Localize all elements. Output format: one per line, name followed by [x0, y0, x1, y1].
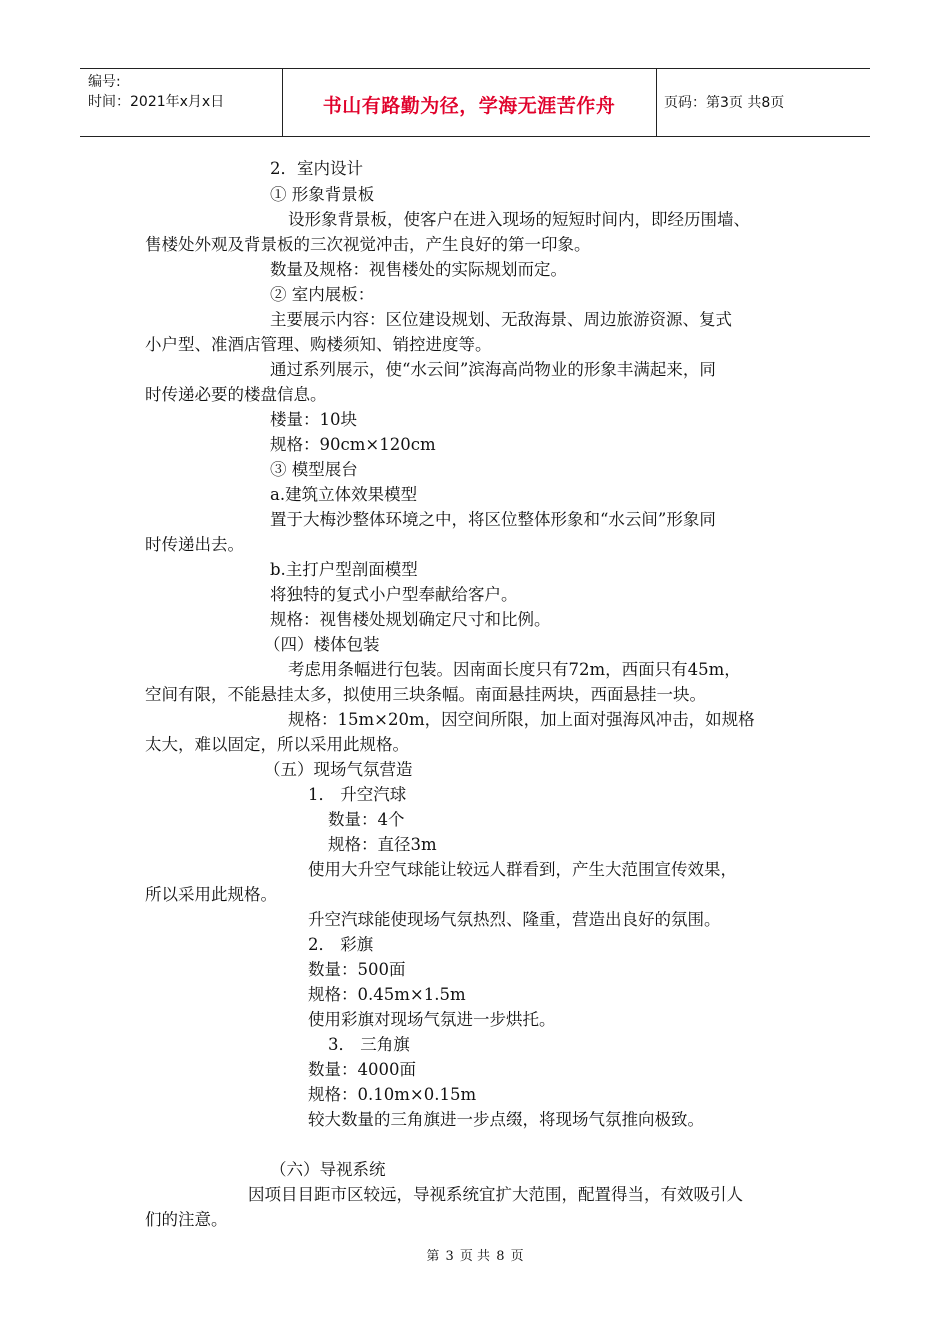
paragraph-line: 较大数量的三角旗进一步点缀，将现场气氛推向极致。 — [308, 1110, 704, 1129]
subsection-heading: ③ 模型展台 — [270, 460, 358, 479]
paragraph-line: 太大，难以固定，所以采用此规格。 — [145, 735, 409, 754]
paragraph-line: 因项目目距市区较远，导视系统宜扩大范围，配置得当，有效吸引人 — [248, 1185, 743, 1204]
paragraph-line: 规格：15m×20m，因空间所限，加上面对强海风冲击，如规格 — [288, 710, 755, 729]
paragraph-line: 所以采用此规格。 — [145, 885, 277, 904]
paragraph-line: 数量及规格：视售楼处的实际规划而定。 — [270, 260, 567, 279]
page-footer — [0, 1245, 950, 1264]
section-heading: （六）导视系统 — [270, 1160, 386, 1179]
header-page-label: 页码：第3页 共8页 — [664, 95, 785, 111]
section-heading: （四）楼体包装 — [264, 635, 380, 654]
paragraph-line: 使用大升空气球能让较远人群看到，产生大范围宣传效果， — [308, 860, 737, 879]
header-top-rule — [80, 68, 870, 69]
paragraph-line: 售楼处外观及背景板的三次视觉冲击，产生良好的第一印象。 — [145, 235, 591, 254]
paragraph-line: 使用彩旗对现场气氛进一步烘托。 — [308, 1010, 556, 1029]
paragraph-line: 设形象背景板，使客户在进入现场的短短时间内，即经历围墙、 — [288, 210, 750, 229]
paragraph-line: 规格：视售楼处规划确定尺寸和比例。 — [270, 610, 551, 629]
paragraph-line: 数量：500面 — [308, 960, 406, 979]
paragraph-line: 数量：4000面 — [308, 1060, 416, 1079]
subsection-heading: ② 室内展板： — [270, 285, 375, 304]
section-heading: 2．室内设计 — [270, 159, 363, 178]
paragraph-line: 将独特的复式小户型奉献给客户。 — [270, 585, 518, 604]
footer-prefix: 第 — [426, 1249, 440, 1264]
paragraph-line: b.主打户型剖面模型 — [270, 560, 418, 579]
footer-total-pages: 8 — [496, 1249, 505, 1264]
paragraph-line: 通过系列展示，使“水云间”滨海高尚物业的形象丰满起来，同 — [270, 360, 716, 379]
list-item-heading: 2． 彩旗 — [308, 935, 374, 954]
paragraph-line: 时传递出去。 — [145, 535, 244, 554]
paragraph-line: 规格：0.45m×1.5m — [308, 985, 466, 1004]
footer-suffix: 页 — [510, 1249, 524, 1264]
footer-middle: 页 共 — [459, 1249, 491, 1264]
list-item-heading: 1． 升空汽球 — [308, 785, 407, 804]
header-meta — [88, 72, 224, 112]
list-item-heading: 3． 三角旗 — [328, 1035, 410, 1054]
paragraph-line: 小户型、准酒店管理、购楼须知、销控进度等。 — [145, 335, 492, 354]
footer-current-page: 3 — [445, 1249, 454, 1264]
paragraph-line: 主要展示内容：区位建设规划、无敌海景、周边旅游资源、复式 — [270, 310, 732, 329]
header-divider-right — [656, 68, 657, 136]
section-heading: （五）现场气氛营造 — [264, 760, 413, 779]
paragraph-line: 空间有限，不能悬挂太多，拟使用三块条幅。南面悬挂两块，西面悬挂一块。 — [145, 685, 706, 704]
paragraph-line: a.建筑立体效果模型 — [270, 485, 418, 504]
paragraph-line: 规格：90cm×120cm — [270, 435, 436, 454]
paragraph-line: 楼量：10块 — [270, 410, 357, 429]
header-bottom-rule — [80, 136, 870, 137]
paragraph-line: 升空汽球能使现场气氛热烈、隆重，营造出良好的氛围。 — [308, 910, 721, 929]
paragraph-line: 考虑用条幅进行包装。因南面长度只有72m，西面只有45m， — [288, 660, 741, 679]
paragraph-line: 数量：4个 — [328, 810, 405, 829]
paragraph-line: 时传递必要的楼盘信息。 — [145, 385, 327, 404]
header-motto: 书山有路勤为径，学海无涯苦作舟 — [322, 95, 616, 117]
paragraph-line: 规格：直径3m — [328, 835, 437, 854]
paragraph-line: 们的注意。 — [145, 1210, 228, 1229]
document-number-label: 编号: — [88, 74, 121, 90]
paragraph-line: 规格：0.10m×0.15m — [308, 1085, 477, 1104]
subsection-heading: ① 形象背景板 — [270, 185, 375, 204]
paragraph-line: 置于大梅沙整体环境之中，将区位整体形象和“水云间”形象同 — [270, 510, 716, 529]
document-date-label: 时间：2021年x月x日 — [88, 94, 225, 110]
